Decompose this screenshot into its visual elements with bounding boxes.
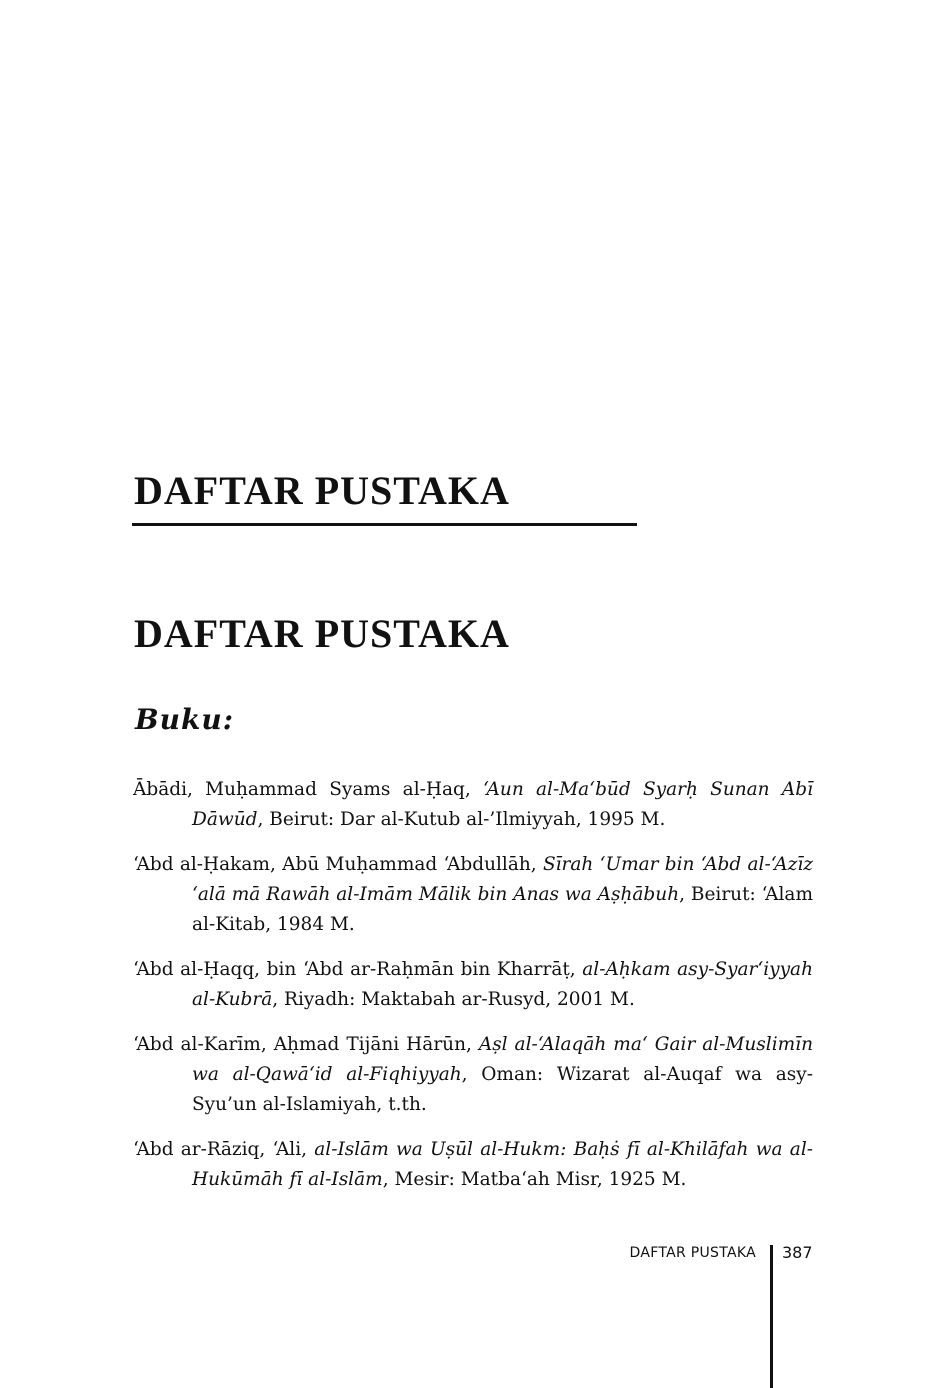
page-number: 387 — [782, 1243, 813, 1262]
subsection-label-buku: Buku: — [135, 703, 235, 736]
entry-author: Ābādi, Muḥammad Syams al-Ḥaq, — [133, 779, 484, 800]
bibliography-list — [133, 775, 813, 1210]
entry-title: Aṣl al-‘Alaqāh ma‘ Gair al-Muslimīn wa al-Qawā‘id al-Fiqhiyyah — [192, 1034, 813, 1085]
entry-publication: , Mesir: Matba‘ah Misr, 1925 M. — [382, 1169, 687, 1190]
chapter-title: DAFTAR PUSTAKA — [134, 468, 510, 513]
section-title: DAFTAR PUSTAKA — [134, 611, 510, 656]
entry-publication: , Riyadh: Maktabah ar-Rusyd, 2001 M. — [272, 989, 635, 1010]
bibliography-entry — [133, 1135, 813, 1195]
bibliography-entry — [133, 1030, 813, 1120]
entry-author: ‘Abd al-Ḥakam, Abū Muḥammad ‘Abdullāh, — [133, 854, 543, 875]
bibliography-entry — [133, 850, 813, 940]
entry-author: ‘Abd al-Ḥaqq, bin ‘Abd ar-Raḥmān bin Kharrāṭ, — [133, 959, 583, 980]
bibliography-entry — [133, 775, 813, 835]
chapter-title-underline — [132, 523, 637, 526]
entry-title: al-Islām wa Uṣūl al-Hukm: Baḥṡ fī al-Khilāfah wa al-Hukūmāh fī al-Islām — [192, 1139, 813, 1190]
entry-title: ‘Aun al-Ma‘būd Syarḥ Sunan Abī Dāwūd — [192, 779, 813, 830]
entry-publication: , Beirut: Dar al-Kutub al-’Ilmiyyah, 1995 M. — [257, 809, 666, 830]
entry-publication: , Oman: Wizarat al-Auqaf wa asy-Syu’un al-Islamiyah, t.th. — [192, 1064, 813, 1115]
entry-author: ‘Abd ar-Rāziq, ‘Ali, — [133, 1139, 315, 1160]
entry-author: ‘Abd al-Karīm, Aḥmad Tijāni Hārūn, — [133, 1034, 479, 1055]
footer-running-title: DAFTAR PUSTAKA — [629, 1245, 756, 1261]
bibliography-entry — [133, 955, 813, 1015]
entry-title: Sīrah ‘Umar bin ‘Abd al-‘Azīz ‘alā mā Rawāh al-Imām Mālik bin Anas wa Aṣḥābuh — [192, 854, 813, 905]
entry-title: al-Aḥkam asy-Syar‘iyyah al-Kubrā — [192, 959, 813, 1010]
entry-publication: , Beirut: ‘Alam al-Kitab, 1984 M. — [192, 884, 813, 935]
footer-divider — [770, 1245, 773, 1388]
